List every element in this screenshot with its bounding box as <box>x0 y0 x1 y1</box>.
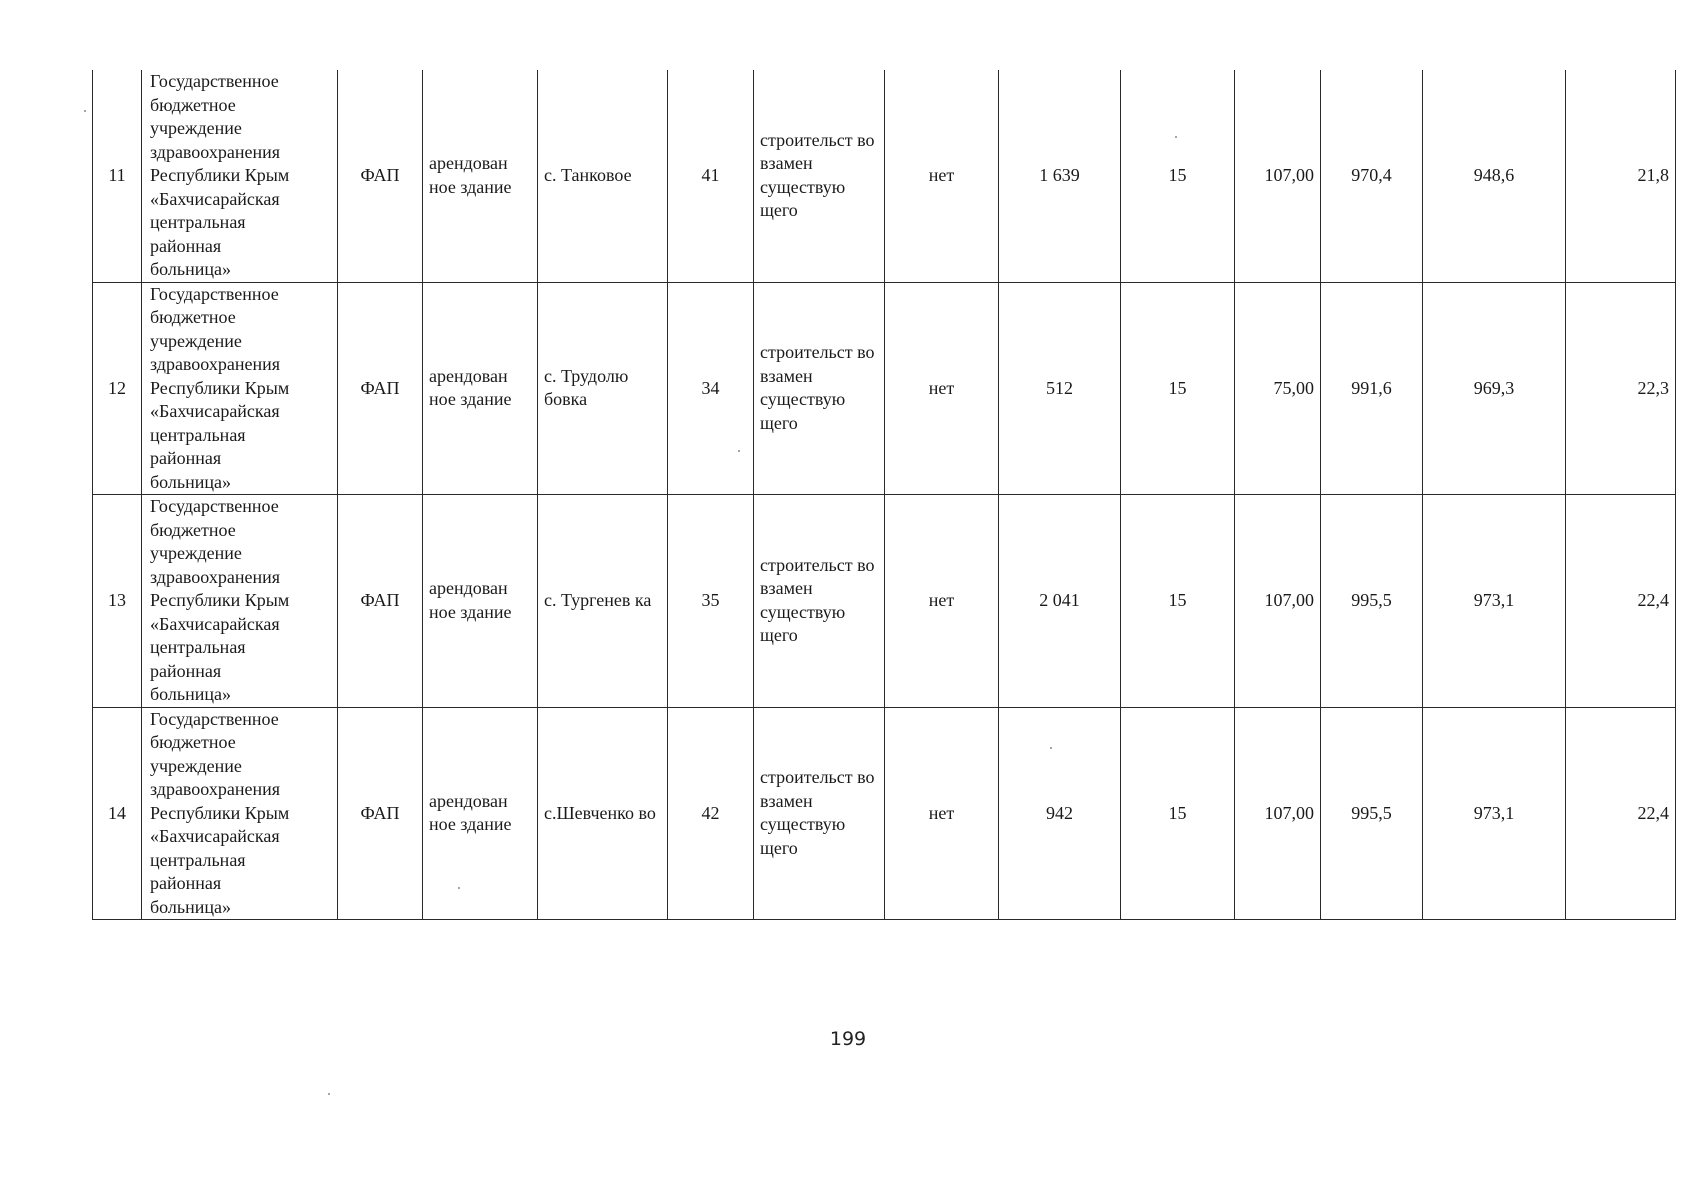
organization-name-line: больница» <box>150 896 231 917</box>
total-value: 970,4 <box>1321 70 1423 282</box>
table-body <box>93 70 1676 920</box>
organization-name-line: Государственное <box>150 708 279 729</box>
distance-value: 15 <box>1121 495 1235 708</box>
organization-name-line: Республики Крым <box>150 165 290 185</box>
count-value: 42 <box>668 707 754 920</box>
organization-name-line: «Бахчисарайская <box>150 826 280 846</box>
organization-name <box>142 282 338 495</box>
scan-speck <box>458 887 460 889</box>
count-value: 41 <box>668 70 754 282</box>
work-type: строительст во взамен существую щего <box>754 282 885 495</box>
settlement-name: с.Шевченко во <box>538 707 668 920</box>
organization-name-line: районная <box>150 660 222 681</box>
organization-name <box>142 707 338 920</box>
organization-name-line: больница» <box>150 471 231 492</box>
distance-value: 15 <box>1121 70 1235 282</box>
area-value: 107,00 <box>1235 70 1321 282</box>
scan-speck <box>84 110 86 112</box>
distance-value: 15 <box>1121 707 1235 920</box>
count-value: 35 <box>668 495 754 708</box>
area-value: 75,00 <box>1235 282 1321 495</box>
settlement-name: с. Трудолю бовка <box>538 282 668 495</box>
organization-name-line: учреждение <box>150 755 242 776</box>
table-row <box>93 707 1676 920</box>
organization-name-line: здравоохранения <box>150 566 281 587</box>
flag-value: нет <box>885 707 999 920</box>
part-a-value: 948,6 <box>1423 70 1566 282</box>
count-value: 34 <box>668 282 754 495</box>
row-number: 13 <box>93 495 142 708</box>
organization-name <box>142 495 338 708</box>
building-status: арендован ное здание <box>423 282 538 495</box>
organization-name-line: бюджетное <box>150 732 236 752</box>
population-value: 942 <box>999 707 1121 920</box>
building-status: арендован ное здание <box>423 495 538 708</box>
organization-name-line: центральная <box>150 212 246 232</box>
facility-type: ФАП <box>338 70 423 282</box>
table-row <box>93 495 1676 708</box>
table-row <box>93 282 1676 495</box>
scan-speck <box>1175 136 1177 138</box>
organization-name-line: учреждение <box>150 330 242 351</box>
scan-speck <box>1050 747 1052 749</box>
row-number: 12 <box>93 282 142 495</box>
organization-name-line: Государственное <box>150 71 279 91</box>
organization-name-line: учреждение <box>150 118 242 138</box>
organization-name-line: Республики Крым <box>150 802 290 823</box>
part-a-value: 973,1 <box>1423 707 1566 920</box>
organization-name-line: районная <box>150 873 222 893</box>
part-b-value: 22,3 <box>1566 282 1676 495</box>
organization-name-line: здравоохранения <box>150 354 281 374</box>
part-a-value: 973,1 <box>1423 495 1566 708</box>
settlement-name: с. Танковое <box>538 70 668 282</box>
building-status: арендован ное здание <box>423 707 538 920</box>
facilities-table <box>92 70 1676 920</box>
area-value: 107,00 <box>1235 495 1321 708</box>
row-number: 11 <box>93 70 142 282</box>
organization-name-line: бюджетное <box>150 307 236 327</box>
organization-name-line: здравоохранения <box>150 779 281 799</box>
total-value: 995,5 <box>1321 495 1423 708</box>
total-value: 995,5 <box>1321 707 1423 920</box>
organization-name-line: «Бахчисарайская <box>150 188 280 209</box>
organization-name-line: Республики Крым <box>150 377 290 398</box>
organization-name-line: «Бахчисарайская <box>150 613 280 634</box>
flag-value: нет <box>885 495 999 708</box>
work-type: строительст во взамен существую щего <box>754 70 885 282</box>
organization-name-line: районная <box>150 448 222 468</box>
population-value: 2 041 <box>999 495 1121 708</box>
organization-name-line: «Бахчисарайская <box>150 401 280 421</box>
settlement-name: с. Тургенев ка <box>538 495 668 708</box>
organization-name-line: учреждение <box>150 543 242 563</box>
part-b-value: 21,8 <box>1566 70 1676 282</box>
population-value: 512 <box>999 282 1121 495</box>
work-type: строительст во взамен существую щего <box>754 495 885 708</box>
table-row <box>93 70 1676 282</box>
building-status: арендован ное здание <box>423 70 538 282</box>
organization-name-line: бюджетное <box>150 519 236 540</box>
population-value: 1 639 <box>999 70 1121 282</box>
scan-speck <box>328 1093 330 1095</box>
row-number: 14 <box>93 707 142 920</box>
scan-speck <box>738 450 740 452</box>
organization-name-line: больница» <box>150 259 231 279</box>
organization-name-line: районная <box>150 235 222 256</box>
organization-name-line: Государственное <box>150 496 279 516</box>
organization-name-line: центральная <box>150 849 246 870</box>
work-type: строительст во взамен существую щего <box>754 707 885 920</box>
organization-name-line: здравоохранения <box>150 141 281 162</box>
part-b-value: 22,4 <box>1566 495 1676 708</box>
area-value: 107,00 <box>1235 707 1321 920</box>
organization-name-line: центральная <box>150 424 246 445</box>
organization-name-line: Государственное <box>150 283 279 304</box>
part-a-value: 969,3 <box>1423 282 1566 495</box>
facility-type: ФАП <box>338 282 423 495</box>
part-b-value: 22,4 <box>1566 707 1676 920</box>
organization-name-line: центральная <box>150 637 246 657</box>
page-number: 199 <box>829 1028 867 1050</box>
organization-name <box>142 70 338 282</box>
flag-value: нет <box>885 282 999 495</box>
flag-value: нет <box>885 70 999 282</box>
organization-name-line: больница» <box>150 684 231 704</box>
facility-type: ФАП <box>338 707 423 920</box>
total-value: 991,6 <box>1321 282 1423 495</box>
organization-name-line: Республики Крым <box>150 590 290 610</box>
distance-value: 15 <box>1121 282 1235 495</box>
facility-type: ФАП <box>338 495 423 708</box>
organization-name-line: бюджетное <box>150 94 236 115</box>
